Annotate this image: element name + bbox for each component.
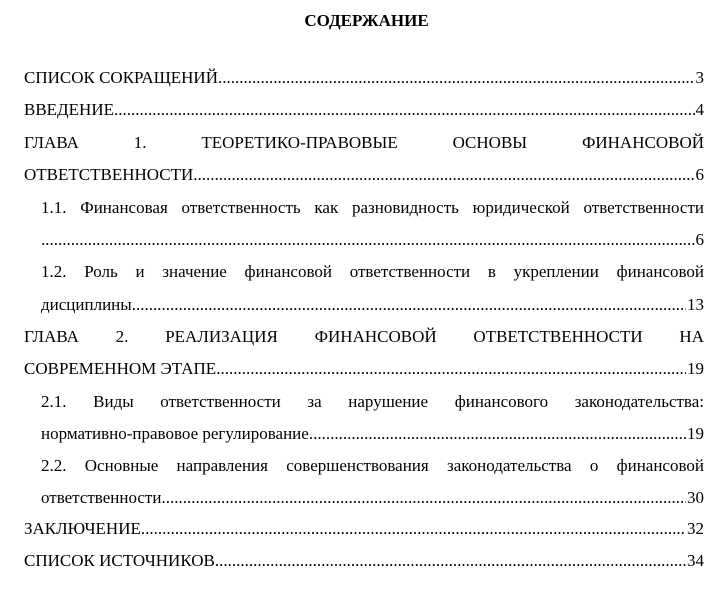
- toc-entry-section-2-1-line2[interactable]: [41, 422, 704, 446]
- toc-leader-dots: [218, 66, 695, 90]
- toc-leader-dots: [141, 517, 686, 541]
- toc-entry-chapter-1-line1[interactable]: ГЛАВА 1. ТЕОРЕТИКО-ПРАВОВЫЕ ОСНОВЫ ФИНАНСОВОЙ: [24, 133, 704, 152]
- toc-entry-page: 30: [687, 488, 704, 507]
- toc-entry-label: нормативно-правовое регулирование: [41, 424, 309, 443]
- toc-entry-section-2-2-line1[interactable]: 2.2. Основные направления совершенствования законодательства о финансовой: [41, 456, 704, 475]
- toc-title: СОДЕРЖАНИЕ: [304, 11, 429, 30]
- toc-entry-label: ВВЕДЕНИЕ: [24, 100, 114, 119]
- toc-entry-page: 6: [695, 165, 704, 184]
- toc-entry-page: 13: [687, 295, 704, 314]
- toc-entry-label: СПИСОК ИСТОЧНИКОВ: [24, 551, 215, 570]
- toc-entry-page: 19: [687, 424, 704, 443]
- toc-entry-section-1-1-line2[interactable]: [41, 228, 704, 252]
- toc-entry-section-2-1-line1[interactable]: 2.1. Виды ответственности за нарушение финансового законодательства:: [41, 392, 704, 411]
- toc-entry-chapter-2-line1[interactable]: ГЛАВА 2. РЕАЛИЗАЦИЯ ФИНАНСОВОЙ ОТВЕТСТВЕННОСТИ НА: [24, 327, 704, 346]
- toc-entry-sources[interactable]: [24, 549, 704, 573]
- toc-entry-page: 3: [695, 68, 704, 87]
- toc-leader-dots: [193, 163, 694, 187]
- toc-entry-label: ЗАКЛЮЧЕНИЕ: [24, 519, 141, 538]
- toc-leader-dots: [132, 293, 686, 317]
- toc-entry-label: дисциплины: [41, 295, 132, 314]
- toc-leader-dots: [41, 228, 695, 252]
- toc-entry-label: СПИСОК СОКРАЩЕНИЙ: [24, 68, 218, 87]
- toc-entry-label: ответственности: [41, 488, 162, 507]
- toc-entry-label: ОТВЕТСТВЕННОСТИ: [24, 165, 194, 184]
- toc-entry-chapter-2-line2[interactable]: [24, 357, 704, 381]
- toc-leader-dots: [161, 486, 686, 510]
- toc-entry-section-1-2-line1[interactable]: 1.2. Роль и значение финансовой ответственности в укреплении финансовой: [41, 262, 704, 281]
- toc-entry-section-2-2-line2[interactable]: [41, 486, 704, 510]
- toc-leader-dots: [309, 422, 686, 446]
- toc-entry-section-1-2-line2[interactable]: [41, 293, 704, 317]
- toc-leader-dots: [216, 357, 686, 381]
- toc-entry-chapter-1-line2[interactable]: [24, 163, 704, 187]
- toc-entry-abbreviations[interactable]: [24, 66, 704, 90]
- toc-leader-dots: [114, 98, 695, 122]
- toc-entry-page: 34: [687, 551, 704, 570]
- toc-leader-dots: [215, 549, 686, 573]
- toc-entry-page: 4: [695, 100, 704, 119]
- toc-entry-label: СОВРЕМЕННОМ ЭТАПЕ: [24, 359, 217, 378]
- toc-entry-page: 19: [687, 359, 704, 378]
- toc-entry-introduction[interactable]: [24, 98, 704, 122]
- toc-entry-section-1-1-line1[interactable]: 1.1. Финансовая ответственность как разновидность юридической ответственности: [41, 198, 704, 217]
- toc-entry-page: 32: [687, 519, 704, 538]
- toc-entry-page: 6: [695, 230, 704, 249]
- toc-entry-conclusion[interactable]: [24, 517, 704, 541]
